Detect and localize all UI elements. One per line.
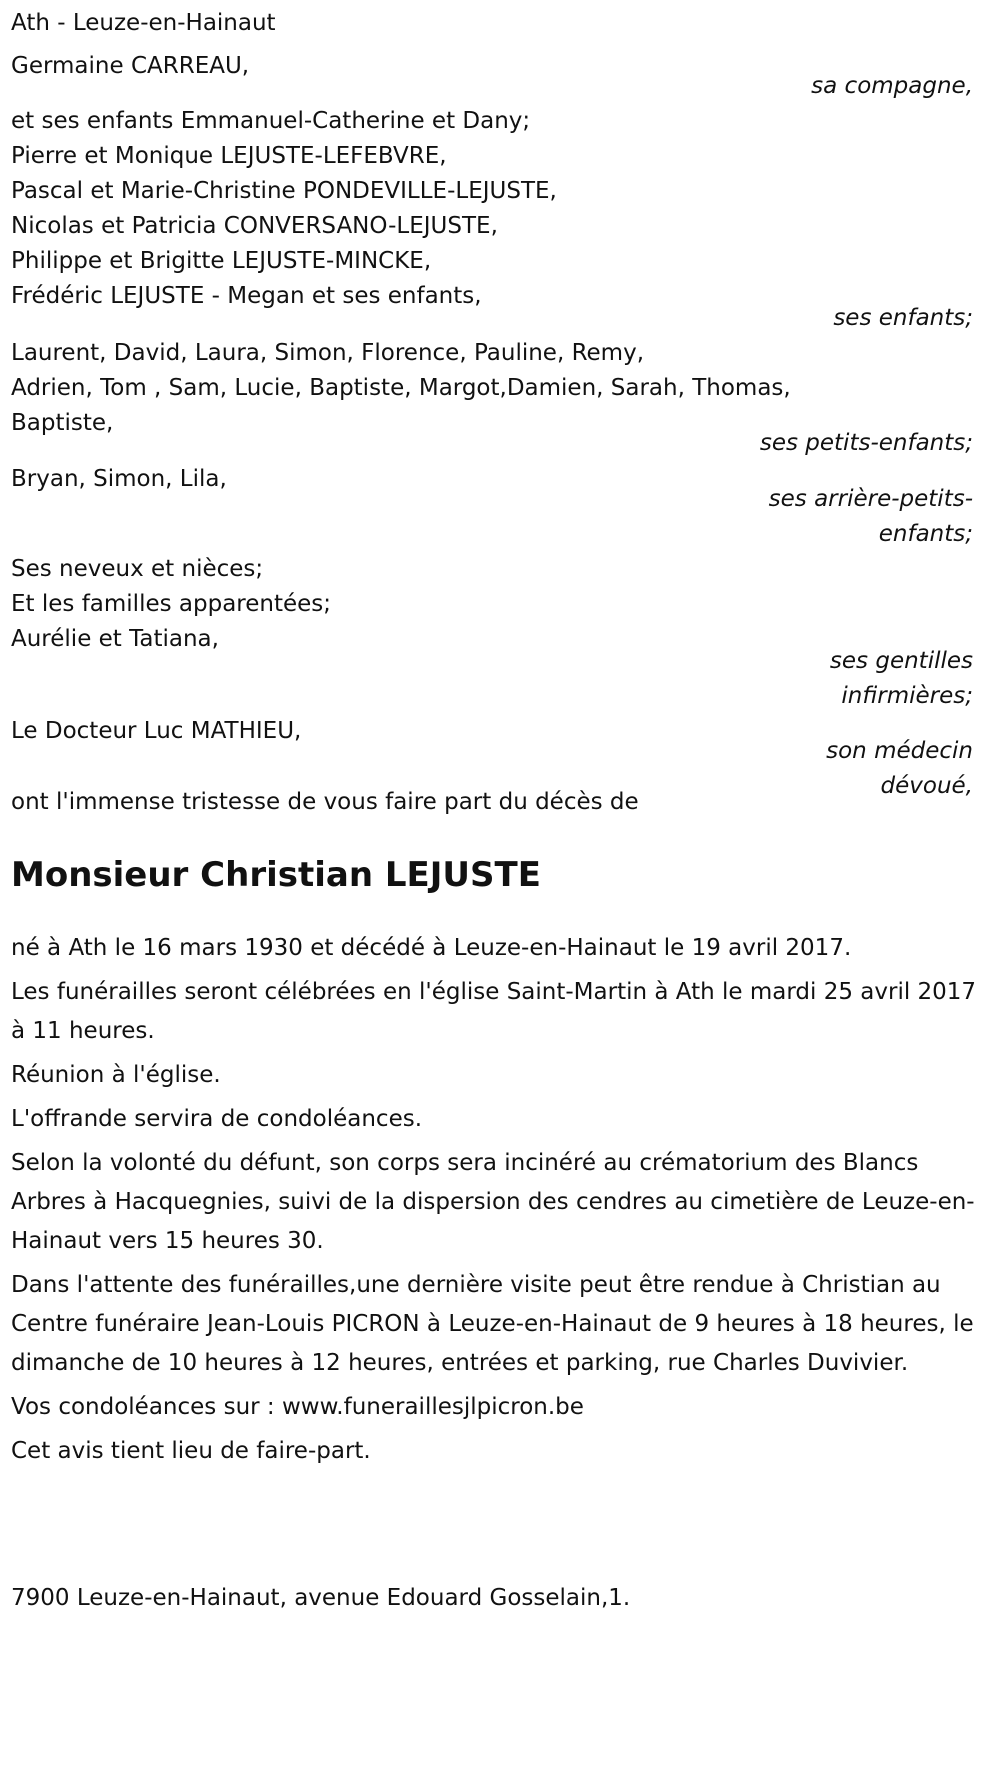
detail-paragraph: Cet avis tient lieu de faire-part.: [11, 1438, 371, 1464]
detail-paragraph: Dans l'attente des funérailles,une dernière visite peut être rendue à Christian au Centre funéraire Jean-Louis PICRON à Leuze-en-Hainaut de 9 heures à 18 heures, le dimanche de 10 heures à 12 heures, entrées et parking, rue Charles Duvivier.: [11, 1272, 974, 1376]
family-role-block: [0, 644, 973, 714]
family-line: Nicolas et Patricia CONVERSANO-LEJUSTE,: [11, 213, 498, 239]
family-line: Laurent, David, Laura, Simon, Florence, Pauline, Remy,: [11, 340, 645, 366]
family-line: Bryan, Simon, Lila,: [11, 466, 227, 492]
family-line: Pierre et Monique LEJUSTE-LEFEBVRE,: [11, 143, 447, 169]
detail-paragraph: Vos condoléances sur : www.funeraillesjlpicron.be: [11, 1394, 584, 1420]
family-line: Frédéric LEJUSTE - Megan et ses enfants,: [11, 283, 482, 309]
family-role: son médecin: [826, 738, 973, 764]
family-line: Germaine CARREAU,: [11, 53, 250, 79]
family-role-block: [0, 482, 973, 552]
family-role: ses enfants;: [833, 305, 973, 331]
family-role: infirmières;: [841, 683, 973, 709]
family-line: Baptiste,: [11, 410, 114, 436]
family-line: Adrien, Tom , Sam, Lucie, Baptiste, Margot,Damien, Sarah, Thomas,: [11, 375, 791, 401]
detail-paragraph: Les funérailles seront célébrées en l'église Saint-Martin à Ath le mardi 25 avril 2017 à 11 heures.: [11, 979, 977, 1044]
family-line: Ses neveux et nièces;: [11, 556, 264, 582]
family-line: Philippe et Brigitte LEJUSTE-MINCKE,: [11, 248, 432, 274]
family-role: enfants;: [878, 521, 973, 547]
family-role: ses gentilles: [829, 648, 973, 674]
details-section: [11, 929, 981, 1471]
address-text: 7900 Leuze-en-Hainaut, avenue Edouard Gosselain,1.: [11, 1585, 631, 1611]
family-group-children: [11, 104, 557, 314]
family-role: dévoué,: [880, 773, 973, 799]
deceased-name: Monsieur Christian LEJUSTE: [11, 855, 541, 895]
family-line: et ses enfants Emmanuel-Catherine et Dany;: [11, 108, 531, 134]
family-role: sa compagne,: [811, 73, 973, 99]
family-line: Le Docteur Luc MATHIEU,: [11, 718, 302, 744]
detail-paragraph: L'offrande servira de condoléances.: [11, 1106, 423, 1132]
detail-paragraph: Réunion à l'église.: [11, 1062, 221, 1088]
announcement-text: ont l'immense tristesse de vous faire part du décès de: [11, 789, 639, 815]
family-role: ses petits-enfants;: [759, 430, 973, 456]
location-heading: Ath - Leuze-en-Hainaut: [11, 10, 276, 36]
detail-paragraph: Selon la volonté du défunt, son corps sera incinéré au crématorium des Blancs Arbres à Hacquegnies, suivi de la dispersion des cendres au cimetière de Leuze-en-Hainaut vers 15 heures 30.: [11, 1150, 975, 1254]
family-line: Pascal et Marie-Christine PONDEVILLE-LEJUSTE,: [11, 178, 557, 204]
detail-paragraph: né à Ath le 16 mars 1930 et décédé à Leuze-en-Hainaut le 19 avril 2017.: [11, 935, 852, 961]
family-line: Et les familles apparentées;: [11, 591, 332, 617]
family-group-others: [11, 552, 331, 657]
family-line: Aurélie et Tatiana,: [11, 626, 219, 652]
family-role: ses arrière-petits-: [768, 486, 973, 512]
